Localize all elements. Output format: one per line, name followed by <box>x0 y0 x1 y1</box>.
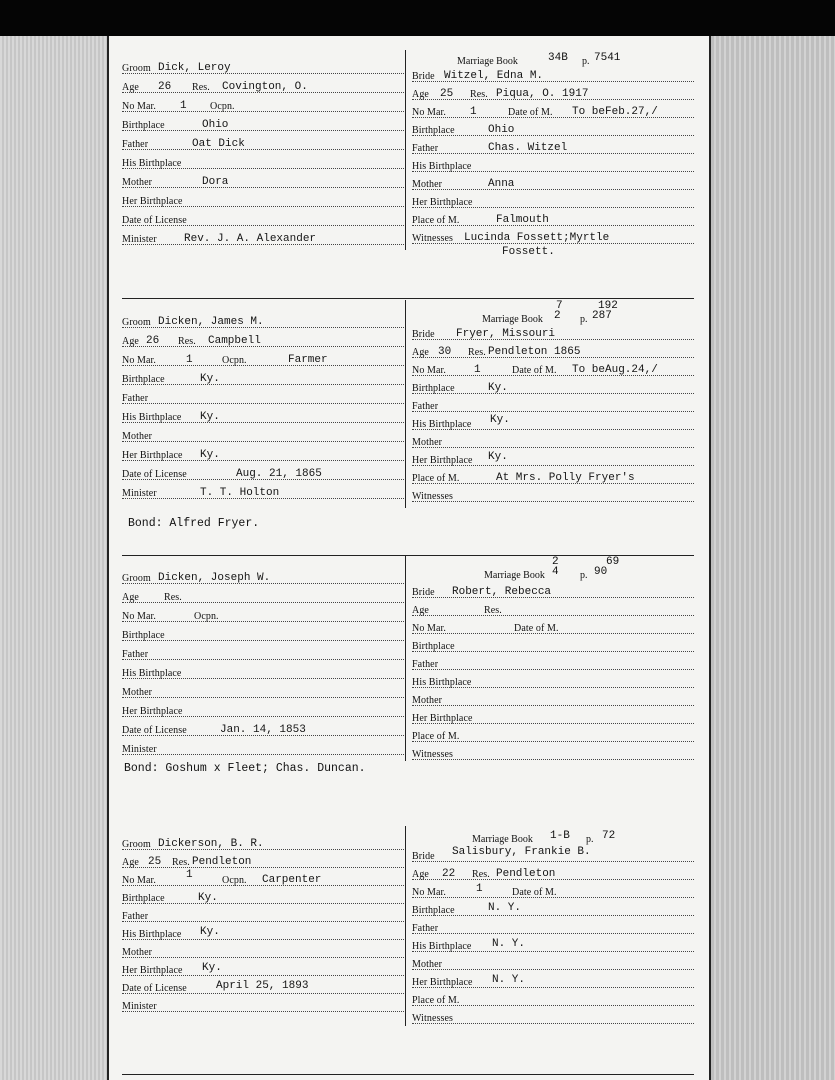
groom-age: 25 <box>148 856 162 868</box>
age-label: Age <box>122 592 139 603</box>
res-label: Res. <box>178 336 196 347</box>
no-mar-label: No Mar. <box>412 887 447 898</box>
scan-top-border <box>0 0 835 36</box>
mother-label: Mother <box>412 959 443 970</box>
groom-age: 26 <box>146 335 160 347</box>
birthplace-label: Birthplace <box>412 641 455 652</box>
marriage-book-page: 90 <box>594 566 608 578</box>
age-label: Age <box>122 336 139 347</box>
res-label: Res. <box>172 857 190 868</box>
mother-label: Mother <box>412 695 443 706</box>
bride-witnesses: Lucinda Fossett;Myrtle <box>464 232 610 244</box>
groom-date-of-license: Jan. 14, 1853 <box>220 724 306 736</box>
age-label: Age <box>412 89 429 100</box>
no-mar-label: No Mar. <box>122 611 157 622</box>
column-divider <box>405 556 406 761</box>
bride-date-of-m: To beFeb.27,/ <box>572 106 658 118</box>
birthplace-label: Birthplace <box>412 383 455 394</box>
bride-label: Bride <box>412 71 435 82</box>
groom-no-mar: 1 <box>186 354 193 366</box>
her-birthplace-label: Her Birthplace <box>122 706 183 717</box>
no-mar-label: No Mar. <box>412 107 447 118</box>
her-birthplace-label: Her Birthplace <box>122 965 183 976</box>
no-mar-label: No Mar. <box>412 623 447 634</box>
her-birthplace-label: Her Birthplace <box>412 197 473 208</box>
age-label: Age <box>412 869 429 880</box>
bride-label: Bride <box>412 587 435 598</box>
groom-label: Groom <box>122 573 151 584</box>
marriage-book-number-top: 2 <box>552 556 559 568</box>
his-birthplace-label: His Birthplace <box>412 419 472 430</box>
marriage-book-page: 72 <box>602 830 616 842</box>
groom-ocpn: Carpenter <box>262 874 322 886</box>
bride-name: Fryer, Missouri <box>456 328 556 340</box>
his-birthplace-label: His Birthplace <box>122 412 182 423</box>
mother-label: Mother <box>122 687 153 698</box>
date-of-license-label: Date of License <box>122 725 187 736</box>
res-label: Res. <box>470 89 488 100</box>
age-label: Age <box>122 82 139 93</box>
scan-left-margin <box>0 36 107 1080</box>
groom-label: Groom <box>122 839 151 850</box>
father-label: Father <box>122 911 149 922</box>
marriage-record-4 <box>109 826 709 1066</box>
record-card-page <box>107 36 711 1080</box>
bottom-record-separator <box>122 1074 694 1075</box>
bride-her-birthplace: Ky. <box>488 451 508 463</box>
bride-birthplace: Ky. <box>488 382 508 394</box>
witnesses-label: Witnesses <box>412 1013 454 1024</box>
bride-res: Pendleton <box>496 868 556 880</box>
bride-label: Bride <box>412 329 435 340</box>
groom-res: Pendleton <box>192 856 252 868</box>
groom-name: Dickerson, B. R. <box>158 838 264 850</box>
marriage-book-label: Marriage Book <box>482 314 543 325</box>
father-label: Father <box>412 923 439 934</box>
date-of-m-label: Date of M. <box>514 623 559 634</box>
date-of-m-label: Date of M. <box>508 107 553 118</box>
marriage-book-label: Marriage Book <box>484 570 545 581</box>
groom-birthplace: Ky. <box>198 892 218 904</box>
minister-label: Minister <box>122 1001 157 1012</box>
witnesses-label: Witnesses <box>412 233 454 244</box>
res-label: Res. <box>484 605 502 616</box>
res-label: Res. <box>472 869 490 880</box>
her-birthplace-label: Her Birthplace <box>412 713 473 724</box>
bride-no-mar: 1 <box>470 106 477 118</box>
groom-her-birthplace: Ky. <box>200 449 220 461</box>
mother-label: Mother <box>412 179 443 190</box>
date-of-license-label: Date of License <box>122 215 187 226</box>
bride-no-mar: 1 <box>476 883 483 895</box>
marriage-book-page-top: 69 <box>606 556 620 568</box>
marriage-book-label: Marriage Book <box>472 834 533 845</box>
bride-place-of-m: Falmouth <box>496 214 549 226</box>
no-mar-label: No Mar. <box>412 365 447 376</box>
groom-date-of-license: April 25, 1893 <box>216 980 309 992</box>
father-label: Father <box>122 649 149 660</box>
bride-father: Chas. Witzel <box>488 142 568 154</box>
mother-label: Mother <box>412 437 443 448</box>
her-birthplace-label: Her Birthplace <box>122 450 183 461</box>
groom-no-mar: 1 <box>186 869 193 881</box>
her-birthplace-label: Her Birthplace <box>122 196 183 207</box>
bride-age: 25 <box>440 88 454 100</box>
scan-right-margin <box>709 36 835 1080</box>
father-label: Father <box>122 139 149 150</box>
his-birthplace-label: His Birthplace <box>412 161 472 172</box>
bride-mother: Anna <box>488 178 515 190</box>
groom-his-birthplace: Ky. <box>200 411 220 423</box>
his-birthplace-label: His Birthplace <box>122 668 182 679</box>
groom-name: Dicken, Joseph W. <box>158 572 271 584</box>
ocpn-label: Ocpn. <box>222 875 247 886</box>
groom-date-of-license: Aug. 21, 1865 <box>236 468 322 480</box>
record-separator <box>122 298 694 299</box>
groom-name: Dicken, James M. <box>158 316 264 328</box>
marriage-book-label: Marriage Book <box>457 56 518 67</box>
groom-age: 26 <box>158 81 172 93</box>
bride-place-of-m: At Mrs. Polly Fryer's <box>496 472 635 484</box>
place-of-m-label: Place of M. <box>412 731 460 742</box>
groom-res: Campbell <box>208 335 261 347</box>
place-of-m-label: Place of M. <box>412 215 460 226</box>
page-label: p. <box>582 56 590 67</box>
bond-note: Bond: Goshum x Fleet; Chas. Duncan. <box>124 762 366 775</box>
age-label: Age <box>412 347 429 358</box>
groom-birthplace: Ohio <box>202 119 229 131</box>
date-of-license-label: Date of License <box>122 983 187 994</box>
her-birthplace-label: Her Birthplace <box>412 977 473 988</box>
mother-label: Mother <box>122 177 153 188</box>
age-label: Age <box>412 605 429 616</box>
minister-label: Minister <box>122 234 157 245</box>
bride-date-of-m: To beAug.24,/ <box>572 364 658 376</box>
mother-label: Mother <box>122 431 153 442</box>
groom-no-mar: 1 <box>180 100 187 112</box>
no-mar-label: No Mar. <box>122 101 157 112</box>
bride-age: 30 <box>438 346 452 358</box>
bride-witnesses-continued: Fossett. <box>502 246 555 258</box>
witnesses-label: Witnesses <box>412 491 454 502</box>
marriage-record-2 <box>109 300 709 556</box>
bride-res: Pendleton 1865 <box>488 346 581 358</box>
bride-age: 22 <box>442 868 456 880</box>
groom-mother: Dora <box>202 176 229 188</box>
ocpn-label: Ocpn. <box>210 101 235 112</box>
bond-note: Bond: Alfred Fryer. <box>128 517 260 530</box>
father-label: Father <box>122 393 149 404</box>
marriage-book-number: 4 <box>552 566 559 578</box>
his-birthplace-label: His Birthplace <box>412 941 472 952</box>
marriage-book-number-top: 7 <box>556 300 563 312</box>
date-of-license-label: Date of License <box>122 469 187 480</box>
marriage-book-page: 287 <box>592 310 612 322</box>
minister-label: Minister <box>122 744 157 755</box>
place-of-m-label: Place of M. <box>412 473 460 484</box>
groom-label: Groom <box>122 317 151 328</box>
marriage-book-page-top: 192 <box>598 300 618 312</box>
column-divider <box>405 50 406 250</box>
father-label: Father <box>412 401 439 412</box>
page-label: p. <box>586 834 594 845</box>
ocpn-label: Ocpn. <box>222 355 247 366</box>
page-label: p. <box>580 314 588 325</box>
his-birthplace-label: His Birthplace <box>122 158 182 169</box>
groom-label: Groom <box>122 63 151 74</box>
no-mar-label: No Mar. <box>122 355 157 366</box>
bride-no-mar: 1 <box>474 364 481 376</box>
birthplace-label: Birthplace <box>122 630 165 641</box>
column-divider <box>405 300 406 508</box>
groom-his-birthplace: Ky. <box>200 926 220 938</box>
birthplace-label: Birthplace <box>122 120 165 131</box>
groom-name: Dick, Leroy <box>158 62 231 74</box>
bride-name: Salisbury, Frankie B. <box>452 846 591 858</box>
page-label: p. <box>580 570 588 581</box>
bride-label: Bride <box>412 851 435 862</box>
marriage-record-1 <box>109 50 709 300</box>
bride-his-birthplace: Ky. <box>490 414 510 426</box>
his-birthplace-label: His Birthplace <box>122 929 182 940</box>
groom-res: Covington, O. <box>222 81 308 93</box>
date-of-m-label: Date of M. <box>512 365 557 376</box>
no-mar-label: No Mar. <box>122 875 157 886</box>
bride-his-birthplace: N. Y. <box>492 938 526 950</box>
witnesses-label: Witnesses <box>412 749 454 760</box>
marriage-book-page: 7541 <box>594 52 621 64</box>
groom-father: Oat Dick <box>192 138 245 150</box>
res-label: Res. <box>164 592 182 603</box>
groom-ocpn: Farmer <box>288 354 328 366</box>
ocpn-label: Ocpn. <box>194 611 219 622</box>
groom-minister: Rev. J. A. Alexander <box>184 233 317 245</box>
birthplace-label: Birthplace <box>122 374 165 385</box>
birthplace-label: Birthplace <box>412 905 455 916</box>
bride-name: Robert, Rebecca <box>452 586 552 598</box>
bride-her-birthplace: N. Y. <box>492 974 526 986</box>
minister-label: Minister <box>122 488 157 499</box>
groom-her-birthplace: Ky. <box>202 962 222 974</box>
bride-birthplace: N. Y. <box>488 902 522 914</box>
her-birthplace-label: Her Birthplace <box>412 455 473 466</box>
age-label: Age <box>122 857 139 868</box>
marriage-book-number: 34B <box>548 52 568 64</box>
marriage-record-3 <box>109 556 709 826</box>
groom-birthplace: Ky. <box>200 373 220 385</box>
marriage-book-number: 2 <box>554 310 561 322</box>
column-divider <box>405 826 406 1026</box>
father-label: Father <box>412 659 439 670</box>
res-label: Res. <box>192 82 210 93</box>
father-label: Father <box>412 143 439 154</box>
his-birthplace-label: His Birthplace <box>412 677 472 688</box>
date-of-m-label: Date of M. <box>512 887 557 898</box>
mother-label: Mother <box>122 947 153 958</box>
bride-birthplace: Ohio <box>488 124 515 136</box>
birthplace-label: Birthplace <box>412 125 455 136</box>
place-of-m-label: Place of M. <box>412 995 460 1006</box>
birthplace-label: Birthplace <box>122 893 165 904</box>
res-label: Res. <box>468 347 486 358</box>
marriage-book-number: 1-B <box>550 830 570 842</box>
bride-res: Piqua, O. 1917 <box>496 88 589 100</box>
bride-name: Witzel, Edna M. <box>444 70 544 82</box>
groom-minister: T. T. Holton <box>200 487 280 499</box>
